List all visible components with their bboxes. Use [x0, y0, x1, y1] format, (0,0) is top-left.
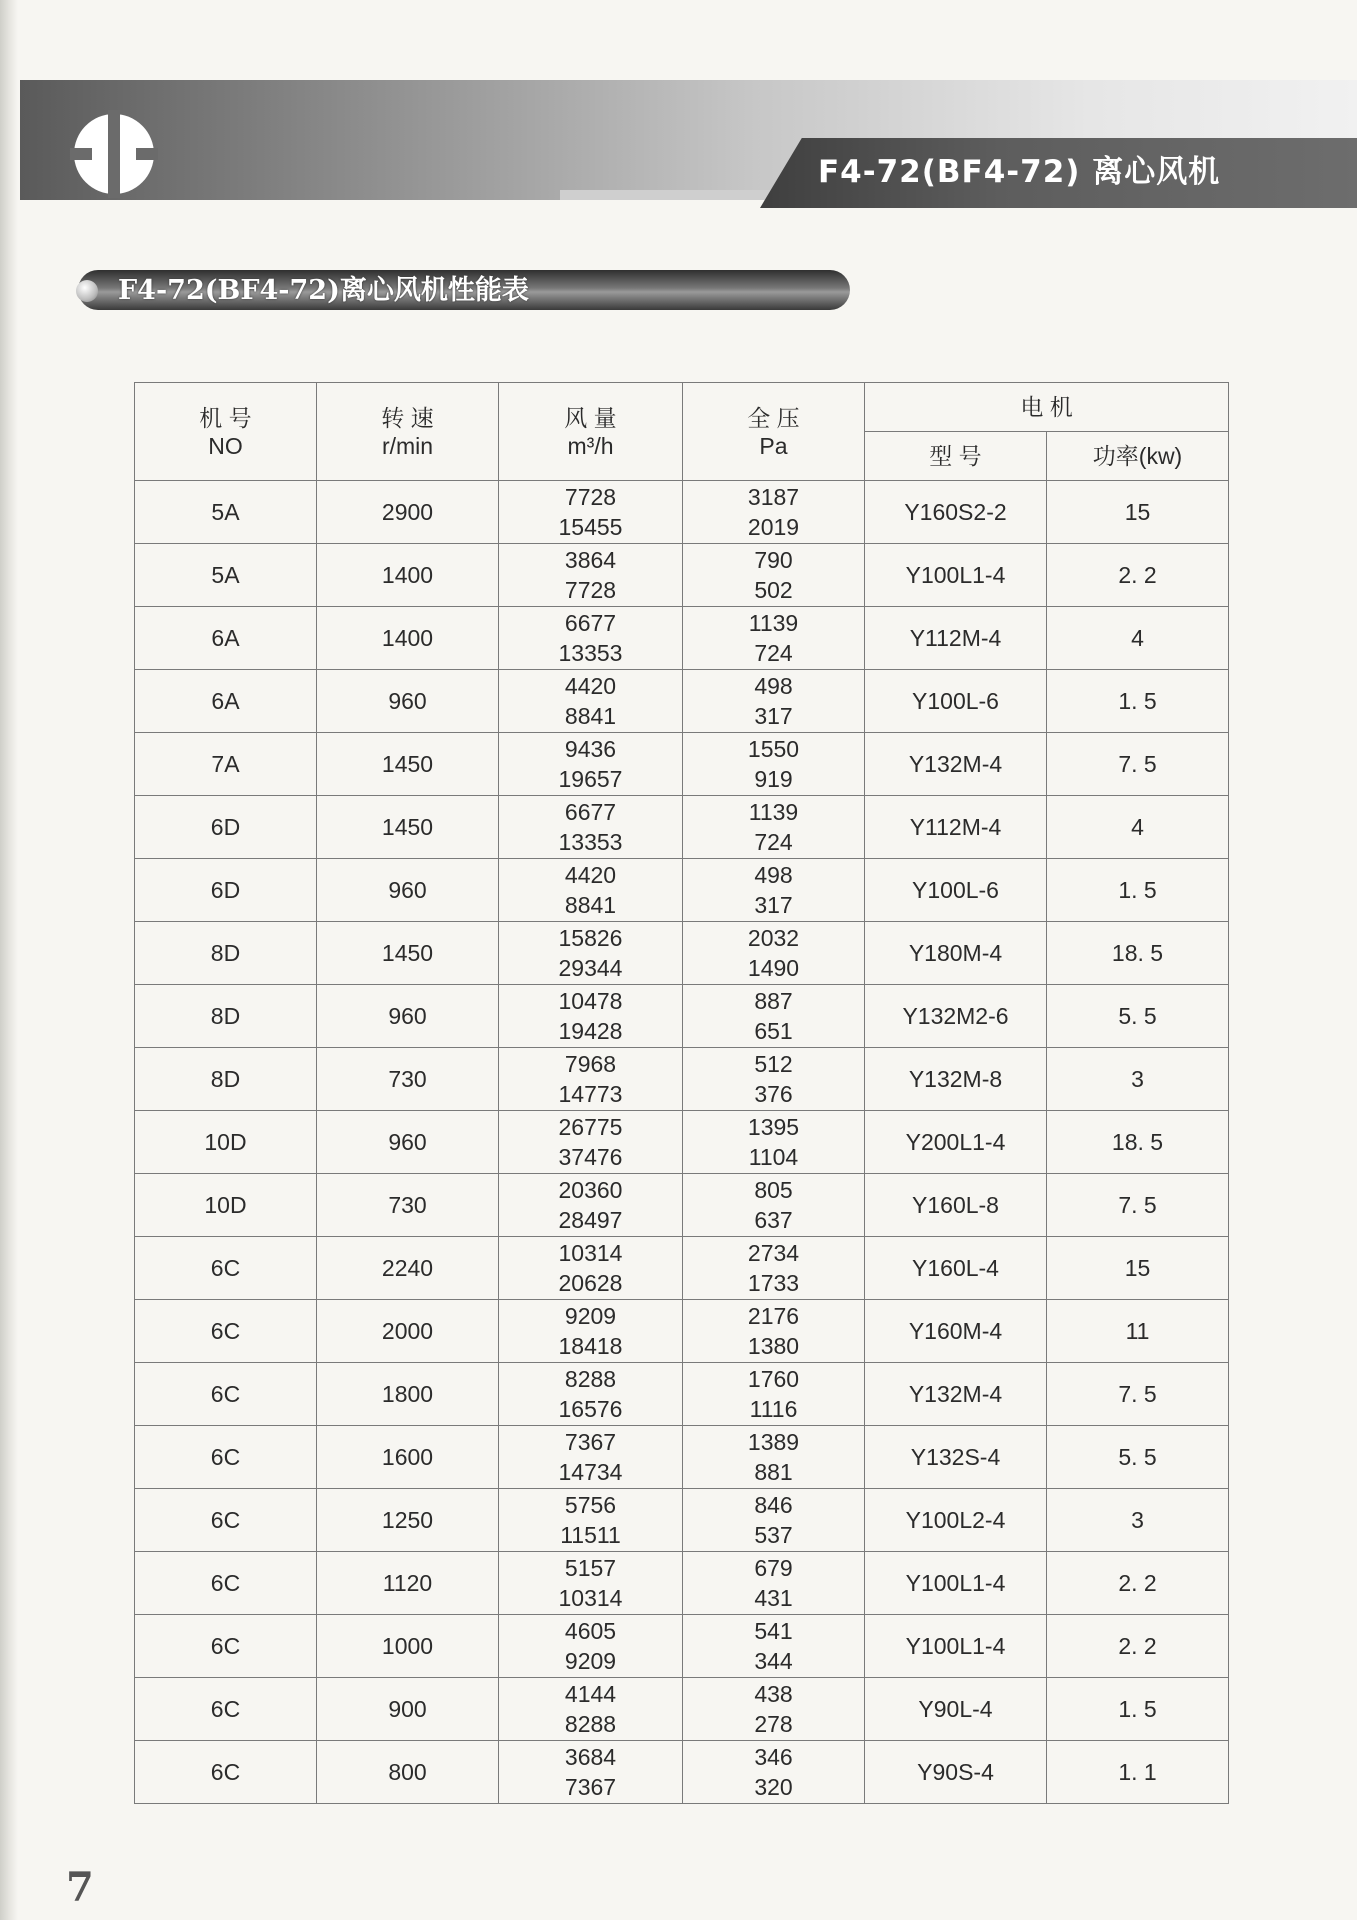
table-row	[135, 1552, 1229, 1615]
cell-flow-value: 14773	[558, 1081, 623, 1107]
cell-flow	[499, 1048, 683, 1111]
table-row	[135, 1741, 1229, 1804]
cell-flow-value: 28497	[558, 1207, 623, 1233]
cell-flow	[499, 985, 683, 1048]
cell-flow-value: 11511	[560, 1522, 621, 1548]
cell-pressure-value: 498	[754, 673, 793, 699]
cell-pressure	[683, 1174, 865, 1237]
page-number: 7	[66, 1864, 94, 1911]
cell-flow-value: 20360	[558, 1177, 623, 1203]
cell-pressure	[683, 1111, 865, 1174]
cell-flow-value: 18418	[558, 1333, 623, 1359]
cell-pressure-value: 2734	[747, 1240, 800, 1266]
cell-pressure-value: 1550	[747, 736, 800, 762]
cell-speed: 730	[317, 1048, 499, 1111]
header-motor-model: 型 号	[865, 432, 1047, 481]
cell-flow-value: 7728	[564, 484, 617, 510]
cell-no: 6C	[135, 1678, 317, 1741]
cell-pressure	[683, 1741, 865, 1804]
cell-pressure	[683, 1678, 865, 1741]
table-row	[135, 985, 1229, 1048]
cell-pressure-value: 317	[754, 703, 793, 729]
cell-pressure	[683, 481, 865, 544]
cell-motor-model: Y100L-6	[865, 670, 1047, 733]
cell-flow	[499, 481, 683, 544]
cell-motor-power: 3	[1047, 1489, 1229, 1552]
cell-pressure-value: 541	[754, 1618, 793, 1644]
cell-motor-model: Y132S-4	[865, 1426, 1047, 1489]
cell-flow-value: 7367	[564, 1429, 617, 1455]
cell-pressure	[683, 796, 865, 859]
performance-table	[134, 382, 1229, 1804]
table-row	[135, 1615, 1229, 1678]
cell-flow-value: 37476	[558, 1144, 623, 1170]
cell-motor-model: Y132M-4	[865, 733, 1047, 796]
cell-flow-value: 15455	[558, 514, 623, 540]
cell-motor-power: 1. 5	[1047, 1678, 1229, 1741]
cell-pressure-value: 1139	[748, 610, 799, 636]
cell-pressure-value: 1760	[747, 1366, 800, 1392]
cell-speed: 2000	[317, 1300, 499, 1363]
cell-pressure	[683, 607, 865, 670]
table-row	[135, 481, 1229, 544]
cell-pressure-value: 317	[754, 892, 793, 918]
cell-speed: 960	[317, 859, 499, 922]
cell-motor-power: 7. 5	[1047, 1174, 1229, 1237]
cell-flow-value: 9209	[564, 1303, 617, 1329]
cell-motor-power: 11	[1047, 1300, 1229, 1363]
cell-flow-value: 6677	[564, 799, 617, 825]
cell-no: 5A	[135, 481, 317, 544]
cell-flow-value: 16576	[558, 1396, 623, 1422]
table-row	[135, 607, 1229, 670]
cell-no: 6C	[135, 1363, 317, 1426]
cell-pressure-value: 1733	[747, 1270, 800, 1296]
cell-speed: 1250	[317, 1489, 499, 1552]
header-flow: 风 量 m³/h	[499, 383, 683, 481]
cell-flow-value: 5756	[564, 1492, 617, 1518]
cell-pressure-value: 438	[754, 1681, 793, 1707]
cell-no: 8D	[135, 922, 317, 985]
cell-flow-value: 29344	[558, 955, 623, 981]
cell-motor-power: 7. 5	[1047, 1363, 1229, 1426]
cell-motor-model: Y160L-8	[865, 1174, 1047, 1237]
table-row	[135, 1489, 1229, 1552]
cell-flow	[499, 1678, 683, 1741]
cell-flow	[499, 1489, 683, 1552]
cell-pressure-value: 790	[754, 547, 793, 573]
cell-pressure	[683, 1552, 865, 1615]
cell-motor-model: Y100L-6	[865, 859, 1047, 922]
cell-motor-power: 7. 5	[1047, 733, 1229, 796]
cell-pressure-value: 651	[754, 1018, 793, 1044]
cell-flow	[499, 733, 683, 796]
cell-pressure-value: 881	[754, 1459, 793, 1485]
cell-pressure-value: 1395	[747, 1114, 800, 1140]
cell-speed: 1450	[317, 796, 499, 859]
cell-pressure	[683, 1615, 865, 1678]
cell-pressure	[683, 1048, 865, 1111]
cell-motor-model: Y100L2-4	[865, 1489, 1047, 1552]
cell-speed: 900	[317, 1678, 499, 1741]
cell-pressure	[683, 670, 865, 733]
cell-pressure-value: 2176	[747, 1303, 800, 1329]
cell-pressure-value: 502	[754, 577, 793, 603]
cell-pressure	[683, 1363, 865, 1426]
cell-pressure-value: 1389	[747, 1429, 800, 1455]
header-motor-power: 功率(kw)	[1047, 432, 1229, 481]
table-row	[135, 1300, 1229, 1363]
cell-pressure-value: 637	[754, 1207, 793, 1233]
table-row	[135, 670, 1229, 733]
cell-no: 6C	[135, 1237, 317, 1300]
cell-flow-value: 8841	[564, 703, 617, 729]
table-body	[135, 481, 1229, 1804]
table-row	[135, 1237, 1229, 1300]
table-row	[135, 544, 1229, 607]
cell-pressure-value: 1104	[748, 1144, 799, 1170]
cell-no: 6C	[135, 1426, 317, 1489]
cell-pressure-value: 2032	[747, 925, 800, 951]
cell-speed: 2240	[317, 1237, 499, 1300]
cell-speed: 800	[317, 1741, 499, 1804]
bullet-dot-icon	[76, 280, 98, 302]
cell-motor-model: Y90S-4	[865, 1741, 1047, 1804]
cell-flow-value: 7728	[564, 577, 617, 603]
cell-pressure	[683, 985, 865, 1048]
cell-flow-value: 8841	[564, 892, 617, 918]
cell-motor-power: 1. 5	[1047, 859, 1229, 922]
cell-no: 10D	[135, 1111, 317, 1174]
cell-speed: 960	[317, 1111, 499, 1174]
cell-pressure-value: 344	[754, 1648, 793, 1674]
cell-pressure	[683, 1426, 865, 1489]
cell-pressure-value: 846	[754, 1492, 793, 1518]
cell-motor-model: Y112M-4	[865, 796, 1047, 859]
cell-flow	[499, 1174, 683, 1237]
cell-flow-value: 26775	[558, 1114, 623, 1140]
cell-speed: 960	[317, 670, 499, 733]
cell-pressure-value: 1380	[747, 1333, 800, 1359]
cell-flow-value: 8288	[564, 1366, 617, 1392]
cell-motor-power: 5. 5	[1047, 985, 1229, 1048]
cell-flow-value: 14734	[558, 1459, 623, 1485]
cell-pressure-value: 2019	[747, 514, 800, 540]
cell-motor-model: Y100L1-4	[865, 1552, 1047, 1615]
table-row	[135, 796, 1229, 859]
cell-pressure-value: 376	[754, 1081, 793, 1107]
cell-no: 6C	[135, 1741, 317, 1804]
cell-flow-value: 13353	[558, 640, 623, 666]
cell-no: 6D	[135, 859, 317, 922]
cell-pressure-value: 512	[754, 1051, 793, 1077]
cell-pressure	[683, 922, 865, 985]
cell-no: 5A	[135, 544, 317, 607]
cell-motor-power: 2. 2	[1047, 1615, 1229, 1678]
header-no: 机 号 NO	[135, 383, 317, 481]
cell-motor-model: Y112M-4	[865, 607, 1047, 670]
cell-flow-value: 9209	[564, 1648, 617, 1674]
cell-motor-model: Y180M-4	[865, 922, 1047, 985]
cell-pressure-value: 724	[754, 829, 793, 855]
cell-motor-power: 18. 5	[1047, 922, 1229, 985]
cell-flow-value: 6677	[564, 610, 617, 636]
cell-pressure-value: 278	[754, 1711, 793, 1737]
cell-no: 6C	[135, 1489, 317, 1552]
table-row	[135, 922, 1229, 985]
cell-flow-value: 8288	[564, 1711, 617, 1737]
cell-flow-value: 4605	[564, 1618, 617, 1644]
table-row	[135, 1426, 1229, 1489]
cell-no: 6C	[135, 1552, 317, 1615]
header-title: F4-72(BF4-72) 离心风机	[818, 154, 1221, 190]
cell-pressure-value: 431	[754, 1585, 793, 1611]
cell-pressure-value: 1139	[748, 799, 799, 825]
cell-pressure-value: 346	[754, 1744, 793, 1770]
cell-no: 7A	[135, 733, 317, 796]
cell-flow-value: 9436	[564, 736, 617, 762]
cell-motor-power: 1. 1	[1047, 1741, 1229, 1804]
cell-no: 8D	[135, 1048, 317, 1111]
cell-pressure-value: 724	[754, 640, 793, 666]
cell-flow-value: 13353	[558, 829, 623, 855]
cell-flow-value: 7968	[564, 1051, 617, 1077]
cell-no: 10D	[135, 1174, 317, 1237]
cell-pressure-value: 1116	[749, 1396, 798, 1422]
cell-pressure-value: 537	[754, 1522, 793, 1548]
cell-flow-value: 7367	[564, 1774, 617, 1800]
cell-pressure-value: 320	[754, 1774, 793, 1800]
cell-pressure-value: 498	[754, 862, 793, 888]
cell-motor-model: Y132M2-6	[865, 985, 1047, 1048]
cell-pressure	[683, 1237, 865, 1300]
cell-motor-model: Y132M-8	[865, 1048, 1047, 1111]
cell-flow-value: 15826	[558, 925, 623, 951]
cell-flow	[499, 607, 683, 670]
cell-flow-value: 20628	[558, 1270, 623, 1296]
header-motor: 电 机	[865, 383, 1229, 432]
cell-pressure-value: 1490	[747, 955, 800, 981]
cell-flow	[499, 544, 683, 607]
cell-flow	[499, 670, 683, 733]
cell-speed: 730	[317, 1174, 499, 1237]
cell-motor-power: 2. 2	[1047, 544, 1229, 607]
page-edge	[0, 0, 18, 1920]
cell-flow-value: 3684	[564, 1744, 617, 1770]
cell-pressure-value: 887	[754, 988, 793, 1014]
cell-flow-value: 10314	[558, 1585, 623, 1611]
section-title: F4-72(BF4-72)离心风机性能表	[118, 275, 529, 306]
table-row	[135, 1111, 1229, 1174]
table-row	[135, 1174, 1229, 1237]
cell-speed: 1400	[317, 607, 499, 670]
company-logo-icon	[70, 110, 158, 198]
cell-flow	[499, 1363, 683, 1426]
cell-motor-power: 4	[1047, 607, 1229, 670]
cell-flow-value: 19428	[558, 1018, 623, 1044]
cell-motor-model: Y160M-4	[865, 1300, 1047, 1363]
table-row	[135, 1048, 1229, 1111]
cell-no: 6C	[135, 1615, 317, 1678]
cell-speed: 960	[317, 985, 499, 1048]
cell-flow	[499, 1111, 683, 1174]
cell-motor-power: 1. 5	[1047, 670, 1229, 733]
cell-motor-power: 18. 5	[1047, 1111, 1229, 1174]
cell-pressure	[683, 733, 865, 796]
cell-motor-power: 15	[1047, 481, 1229, 544]
cell-flow	[499, 1426, 683, 1489]
cell-motor-power: 15	[1047, 1237, 1229, 1300]
cell-flow	[499, 859, 683, 922]
header-speed: 转 速 r/min	[317, 383, 499, 481]
cell-motor-model: Y90L-4	[865, 1678, 1047, 1741]
cell-flow	[499, 1300, 683, 1363]
cell-motor-power: 5. 5	[1047, 1426, 1229, 1489]
cell-pressure-value: 919	[754, 766, 793, 792]
cell-speed: 2900	[317, 481, 499, 544]
cell-flow	[499, 1237, 683, 1300]
cell-flow-value: 10314	[558, 1240, 623, 1266]
cell-speed: 1000	[317, 1615, 499, 1678]
cell-motor-model: Y200L1-4	[865, 1111, 1047, 1174]
cell-speed: 1450	[317, 733, 499, 796]
cell-pressure	[683, 1300, 865, 1363]
cell-no: 6A	[135, 607, 317, 670]
cell-pressure-value: 3187	[747, 484, 800, 510]
cell-flow	[499, 1552, 683, 1615]
cell-pressure	[683, 1489, 865, 1552]
cell-motor-power: 3	[1047, 1048, 1229, 1111]
cell-flow-value: 10478	[558, 988, 623, 1014]
cell-no: 8D	[135, 985, 317, 1048]
cell-speed: 1600	[317, 1426, 499, 1489]
header-pressure: 全 压 Pa	[683, 383, 865, 481]
cell-flow-value: 4420	[564, 862, 617, 888]
table-row	[135, 1678, 1229, 1741]
cell-motor-model: Y100L1-4	[865, 544, 1047, 607]
cell-no: 6C	[135, 1300, 317, 1363]
cell-flow	[499, 922, 683, 985]
cell-flow-value: 3864	[564, 547, 617, 573]
cell-motor-model: Y160L-4	[865, 1237, 1047, 1300]
cell-motor-power: 4	[1047, 796, 1229, 859]
cell-motor-power: 2. 2	[1047, 1552, 1229, 1615]
cell-pressure-value: 679	[754, 1555, 793, 1581]
cell-speed: 1450	[317, 922, 499, 985]
cell-flow-value: 5157	[564, 1555, 617, 1581]
cell-flow	[499, 796, 683, 859]
cell-speed: 1120	[317, 1552, 499, 1615]
cell-motor-model: Y100L1-4	[865, 1615, 1047, 1678]
cell-no: 6A	[135, 670, 317, 733]
cell-no: 6D	[135, 796, 317, 859]
cell-flow	[499, 1615, 683, 1678]
table-row	[135, 859, 1229, 922]
cell-flow-value: 4420	[564, 673, 617, 699]
table-row	[135, 1363, 1229, 1426]
cell-motor-model: Y160S2-2	[865, 481, 1047, 544]
cell-pressure	[683, 544, 865, 607]
cell-speed: 1400	[317, 544, 499, 607]
cell-flow-value: 19657	[558, 766, 623, 792]
cell-pressure-value: 805	[754, 1177, 793, 1203]
cell-speed: 1800	[317, 1363, 499, 1426]
cell-pressure	[683, 859, 865, 922]
cell-flow-value: 4144	[564, 1681, 617, 1707]
table-row	[135, 733, 1229, 796]
cell-flow	[499, 1741, 683, 1804]
cell-motor-model: Y132M-4	[865, 1363, 1047, 1426]
